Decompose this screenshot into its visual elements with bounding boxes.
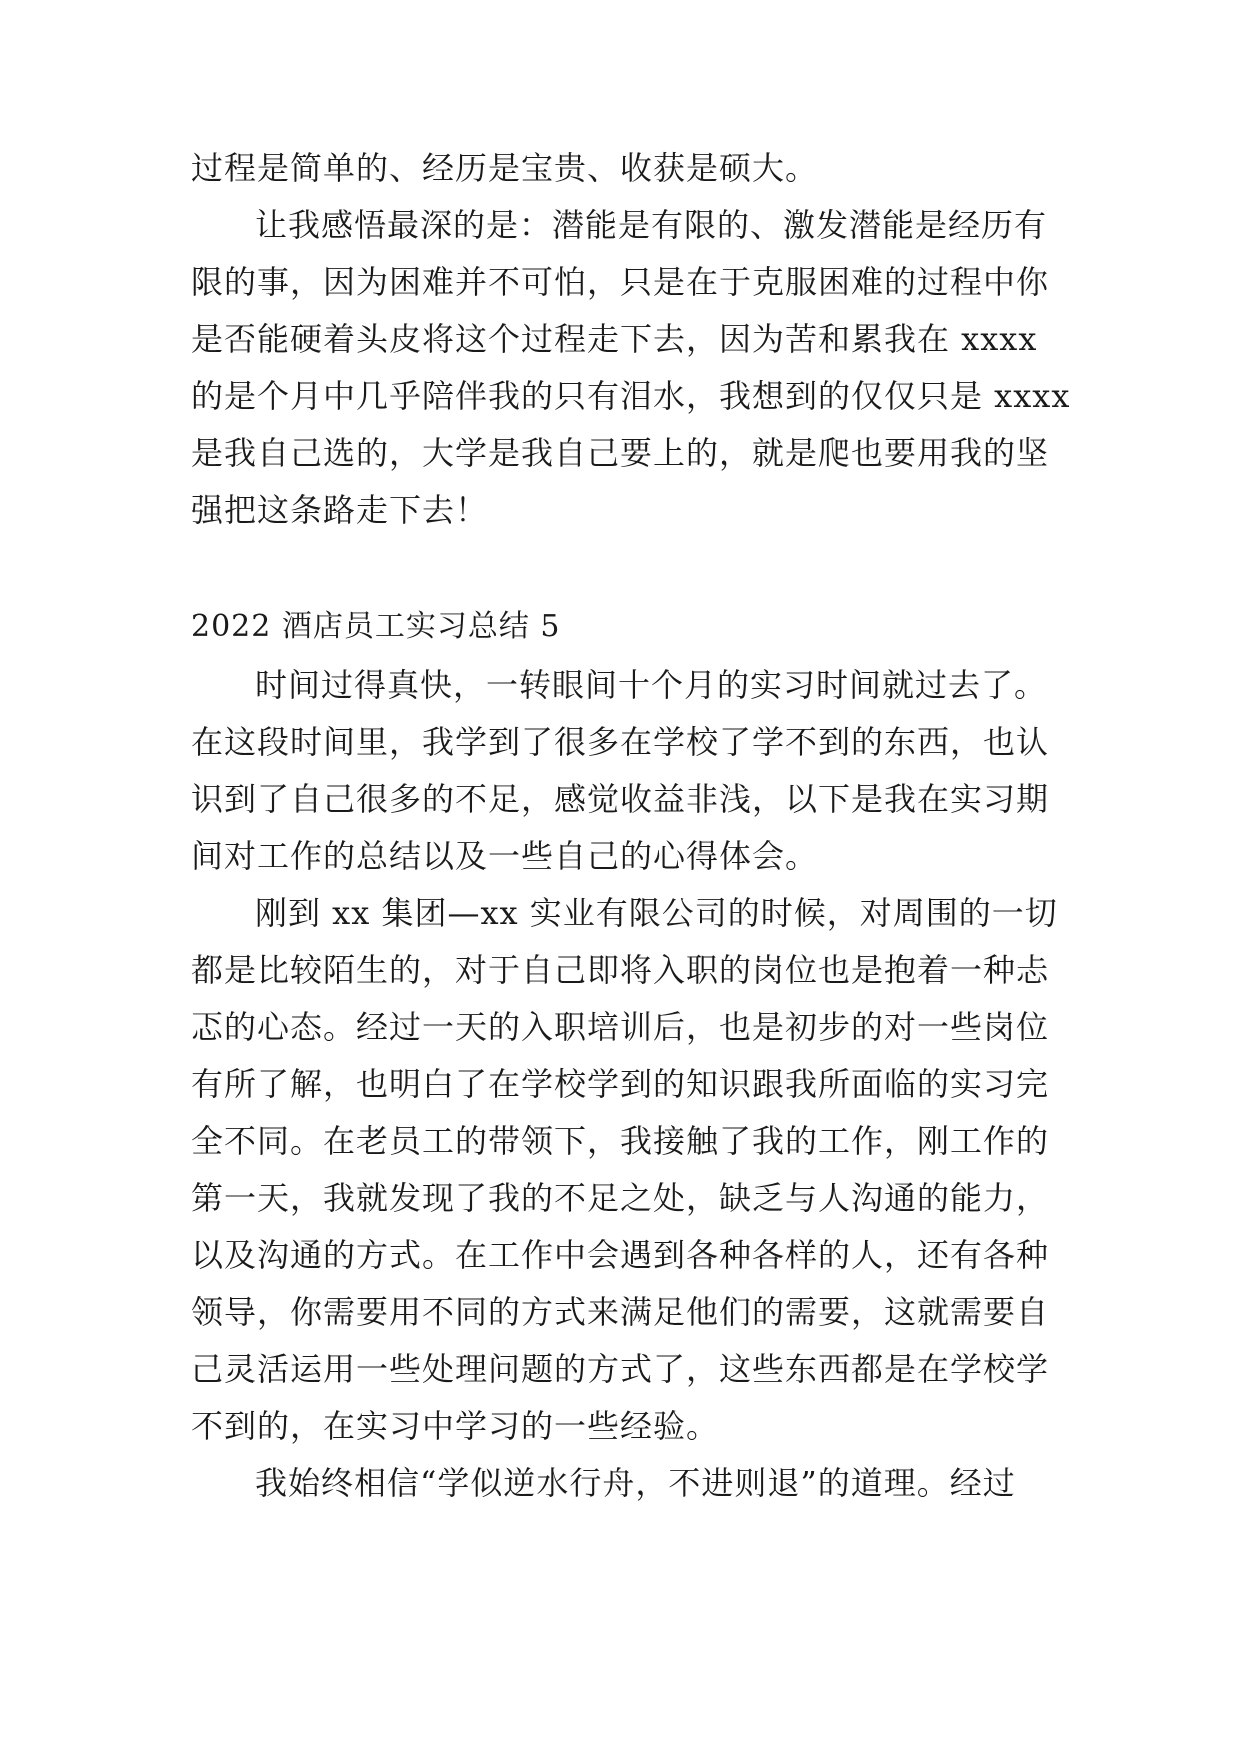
paragraph-line: 是否能硬着头皮将这个过程走下去，因为苦和累我在 xxxx: [191, 320, 1038, 358]
paragraph-line: 有所了解，也明白了在学校学到的知识跟我所面临的实习完: [191, 1065, 1050, 1103]
section-heading: 2022 酒店员工实习总结 5: [191, 609, 561, 644]
paragraph-line: 不到的，在实习中学习的一些经验。: [191, 1407, 720, 1445]
paragraph-line: 识到了自己很多的不足，感觉收益非浅，以下是我在实习期: [191, 780, 1050, 818]
paragraph-line: 强把这条路走下去！: [191, 491, 489, 529]
paragraph-line: 以及沟通的方式。在工作中会遇到各种各样的人，还有各种: [191, 1236, 1050, 1274]
paragraph-line: 我始终相信“学似逆水行舟，不进则退”的道理。经过: [255, 1464, 1016, 1502]
paragraph-line: 在这段时间里，我学到了很多在学校了学不到的东西，也认: [191, 723, 1050, 761]
paragraph-line: 领导，你需要用不同的方式来满足他们的需要，这就需要自: [191, 1293, 1050, 1331]
paragraph-line: 过程是简单的、经历是宝贵、收获是硕大。: [191, 149, 819, 187]
paragraph-line: 间对工作的总结以及一些自己的心得体会。: [191, 837, 819, 875]
paragraph-line: 忑的心态。经过一天的入职培训后，也是初步的对一些岗位: [191, 1008, 1050, 1046]
paragraph-line: 时间过得真快，一转眼间十个月的实习时间就过去了。: [255, 666, 1048, 704]
paragraph-line: 己灵活运用一些处理问题的方式了，这些东西都是在学校学: [191, 1350, 1050, 1388]
paragraph-line: 刚到 xx 集团—xx 实业有限公司的时候，对周围的一切: [255, 894, 1058, 932]
paragraph-line: 的是个月中几乎陪伴我的只有泪水，我想到的仅仅只是 xxxx: [191, 377, 1071, 415]
paragraph-line: 是我自己选的，大学是我自己要上的，就是爬也要用我的坚: [191, 434, 1050, 472]
paragraph-line: 第一天，我就发现了我的不足之处，缺乏与人沟通的能力，: [191, 1179, 1050, 1217]
paragraph-line: 让我感悟最深的是：潜能是有限的、激发潜能是经历有: [255, 206, 1048, 244]
paragraph-line: 全不同。在老员工的带领下，我接触了我的工作，刚工作的: [191, 1122, 1050, 1160]
paragraph-line: 限的事，因为困难并不可怕，只是在于克服困难的过程中你: [191, 263, 1050, 301]
paragraph-line: 都是比较陌生的，对于自己即将入职的岗位也是抱着一种忐: [191, 951, 1050, 989]
